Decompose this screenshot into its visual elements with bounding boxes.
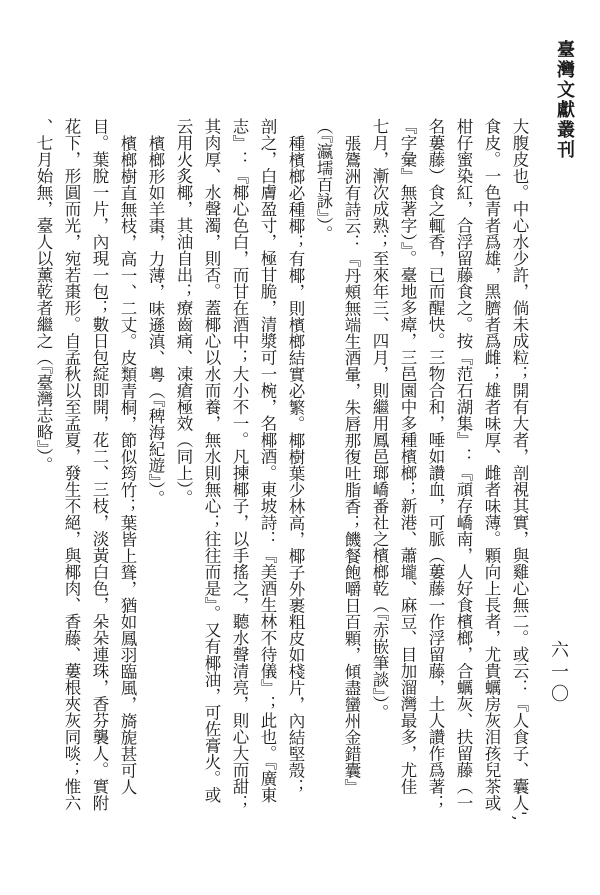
text-column: 花下，形圓而光，宛若棗形。自孟秋以至孟夏，發生不絕，與椰肉、香藤、蔞根夾灰同啖；惟六 xyxy=(62,118,81,811)
text-column: 其肉厚、水聲濁，則否。蓋椰心以水而養，無水則無心；往往而是』。又有椰油，可佐膏火。或 xyxy=(202,118,221,803)
text-column: 剖之，白膚盈寸，極甘脆，清漿可一椀，名椰酒。東坡詩：『美酒生林不待儀』；此也。『廣東 xyxy=(258,118,277,803)
text-column: 檳榔形如羊棗，力薄，味遜滇、粵（『稗海紀遊』）。 xyxy=(146,135,165,507)
text-column: 名蔞藤）食之輒香，已而醒快。三物合和，唾如讚血，可脈（蔞藤一作浮留藤，土人讚作爲著； xyxy=(426,118,445,811)
text-column: 種檳榔必種椰；有椰，則檳榔結實必繁。椰樹葉少林高，椰子外裹粗皮如棧片，內結堅殼； xyxy=(286,135,305,795)
text-column: 張鷟洲有詩云：『丹頰無端生酒暈，朱唇那復吐脂香；饑餐飽嚼日百顆，傾盡蠻州金錯囊』 xyxy=(342,135,361,795)
text-column: 、七月始無，臺人以薰乾者繼之（『臺灣志略』）。 xyxy=(34,118,53,473)
text-column: 柑仔蜜染紅，合浮留藤食之。按『范石湖集』：『頑存嶠南，人好食檳榔，合蠣灰、扶留藤（一 xyxy=(454,118,473,811)
text-column: 檳榔樹直無枝，高一、二丈。皮類青桐，節似筠竹；葉皆上聳，猶如鳳羽臨風，旖旎甚可人 xyxy=(118,135,137,795)
text-column: 『字彙』無著字）』。臺地多瘴，三邑園中多種檳榔；新港、蕭壠、麻豆、目加溜灣最多，尤佳 xyxy=(398,118,417,795)
text-column: 七月，漸次成熟；至來年三、四月，則繼用鳳邑瑯嶠番社之檳榔乾（『赤嵌筆談』）。 xyxy=(370,118,389,721)
text-column: 食皮。一色青者爲雄，黑臍者爲雌；雄者味厚、雌者味薄。顆向上長者，尤貴蠣房灰泪孩兒茶或 xyxy=(482,118,501,811)
text-column: 云用火炙椰，其油自出；療齒痛、凍瘡極效（同上）。 xyxy=(174,118,193,506)
page-number: 六一〇 xyxy=(548,640,569,706)
text-column: 目。葉脫一片，內現一包；數日包綻即開，花二、三枝，淡黃白色，朵朵連珠，香芬襲人。實附 xyxy=(90,118,109,811)
running-title: 臺灣文獻叢刊 xyxy=(554,40,575,160)
text-column: 志』：『椰心色白，而甘在酒中；大小不一。凡揀椰子，以手搖之，聽水聲清亮，則心大而甜； xyxy=(230,118,249,811)
text-column: 大腹皮也。中心水少許，倘未成粒；開有大者，剖視其實，與雞心無二。或云：『人食子、囊人', xyxy=(510,118,529,821)
text-column: （『瀛壖百詠』）。 xyxy=(314,118,333,242)
